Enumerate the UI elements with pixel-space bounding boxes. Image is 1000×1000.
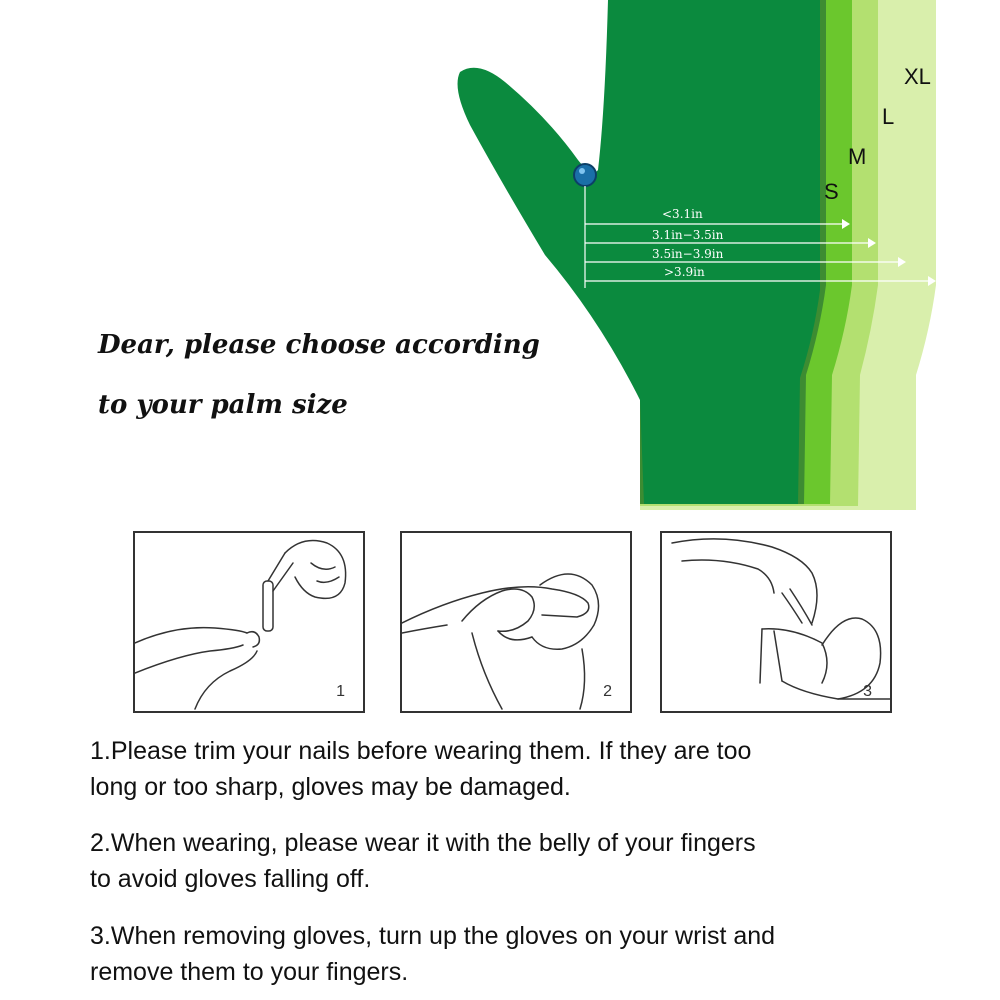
range-label-m: 3.1in−3.5in	[652, 228, 724, 242]
step-number: 1	[336, 683, 345, 700]
instruction-1-line-2: long or too sharp, gloves may be damaged.	[90, 773, 571, 801]
instruction-2	[90, 825, 970, 897]
instruction-1	[90, 733, 970, 805]
instruction-1-line-1: 1.Please trim your nails before wearing them. If they are too	[90, 737, 752, 765]
size-label-xl: XL	[904, 64, 931, 89]
glove-wearing-icon	[402, 533, 630, 711]
size-label-l: L	[882, 104, 895, 129]
range-label-l: 3.5in−3.9in	[652, 247, 724, 261]
step-number: 3	[863, 683, 872, 700]
instruction-3-line-2: remove them to your fingers.	[90, 958, 409, 986]
range-label-xl: >3.9in	[664, 265, 705, 279]
glove-removing-icon	[662, 533, 890, 711]
size-label-s: S	[824, 179, 839, 204]
instruction-2-line-2: to avoid gloves falling off.	[90, 865, 371, 893]
intro-line-2: to your palm size	[98, 390, 348, 420]
range-label-s: <3.1in	[662, 207, 703, 221]
instruction-2-line-1: 2.When wearing, please wear it with the belly of your fingers	[90, 829, 756, 857]
measure-point-icon	[574, 164, 596, 186]
instruction-3-line-1: 3.When removing gloves, turn up the gloves on your wrist and	[90, 922, 776, 950]
instruction-3	[90, 918, 970, 990]
nail-clipper-icon	[135, 533, 363, 711]
size-label-m: M	[848, 144, 867, 169]
step-number: 2	[603, 683, 612, 700]
hand-silhouette	[458, 0, 820, 504]
step-1-panel	[133, 531, 365, 713]
step-2-panel	[400, 531, 632, 713]
step-3-panel	[660, 531, 892, 713]
intro-line-1: Dear, please choose according	[98, 330, 540, 360]
